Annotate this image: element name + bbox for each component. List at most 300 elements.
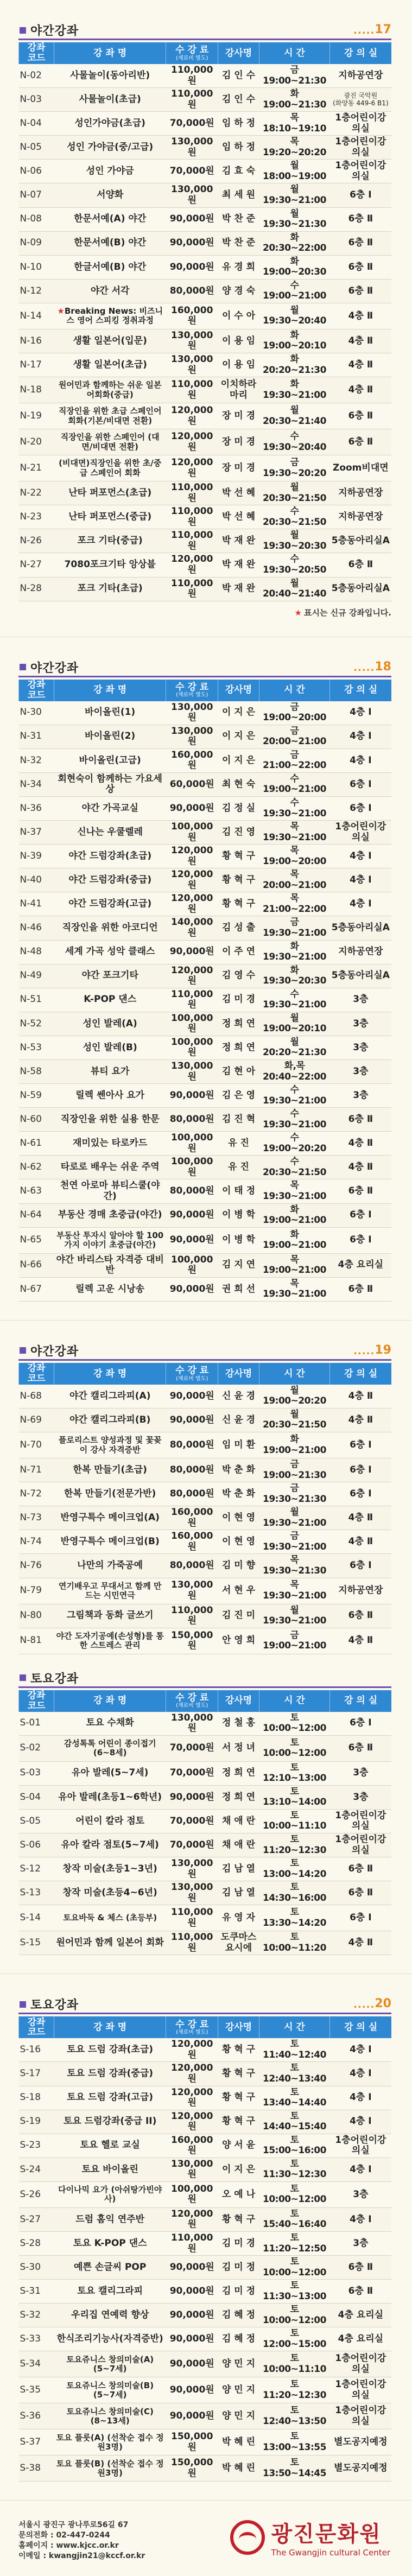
course-code: N-16 bbox=[19, 329, 54, 353]
course-time: 수20:30~21:50 bbox=[259, 505, 329, 529]
course-fee: 120,000원 bbox=[166, 455, 218, 481]
header-fee: 수 강 료 (재료비 별도) bbox=[166, 1363, 218, 1385]
course-time: 월20:40~21:40 bbox=[259, 577, 329, 601]
section-title: 토요강좌 bbox=[30, 1672, 79, 1686]
course-fee: 130,000원 bbox=[166, 1712, 218, 1736]
course-code: N-71 bbox=[19, 1458, 54, 1482]
table-row bbox=[19, 1530, 392, 1554]
section-header bbox=[18, 1996, 391, 2014]
course-name: 난타 퍼포먼스(초급) bbox=[54, 481, 166, 505]
course-instructor: 박 혜 린 bbox=[218, 2429, 259, 2456]
course-code: N-39 bbox=[19, 845, 54, 868]
course-code: S-18 bbox=[19, 2086, 54, 2110]
course-table bbox=[18, 1363, 391, 1654]
course-time: 수20:30~21:50 bbox=[259, 1156, 329, 1179]
table-row bbox=[19, 1012, 392, 1036]
course-fee: 70,000원 bbox=[166, 1809, 218, 1833]
table-row bbox=[19, 2158, 392, 2181]
table-row bbox=[19, 1084, 392, 1108]
course-name: 회현숙이 함께하는 가요세상 bbox=[54, 772, 166, 796]
course-room: 4층 Ⅱ bbox=[330, 329, 391, 353]
course-room: Zoom비대면 bbox=[330, 455, 391, 481]
course-name: 토요 드럼 강좌(초급) bbox=[54, 2038, 166, 2062]
table-row bbox=[19, 1156, 392, 1179]
course-room: 6층 Ⅱ bbox=[330, 429, 391, 455]
page-18 bbox=[0, 637, 412, 1320]
phone: 문의전화 : 02-447-0244 bbox=[18, 2531, 110, 2540]
course-instructor: 박 선 혜 bbox=[218, 505, 259, 529]
course-instructor: 정 희 연 bbox=[218, 1012, 259, 1036]
course-time: 월20:30~21:40 bbox=[259, 403, 329, 429]
header-code: 강좌 코드 bbox=[19, 42, 54, 64]
course-code: N-80 bbox=[19, 1604, 54, 1628]
course-instructor: 이 용 임 bbox=[218, 329, 259, 353]
course-code: S-06 bbox=[19, 1833, 54, 1857]
course-name: 나만의 가죽공예 bbox=[54, 1554, 166, 1578]
table-row bbox=[19, 1060, 392, 1084]
table-row bbox=[19, 1506, 392, 1530]
course-name: 바이올린(고급) bbox=[54, 748, 166, 772]
course-name: 바이올린(1) bbox=[54, 701, 166, 725]
header-name: 강 좌 명 bbox=[54, 680, 166, 701]
course-room: 4층 요리실 bbox=[330, 2327, 391, 2351]
course-time: 화19:00~21:00 bbox=[259, 1203, 329, 1227]
header-instructor: 강사명 bbox=[218, 1690, 259, 1712]
course-instructor: 이 태 정 bbox=[218, 1179, 259, 1203]
course-fee: 90,000원 bbox=[166, 2256, 218, 2280]
table-row bbox=[19, 868, 392, 892]
course-instructor: 서 현 우 bbox=[218, 1578, 259, 1604]
course-instructor: 채 애 란 bbox=[218, 1833, 259, 1857]
course-time: 토14:40~15:40 bbox=[259, 2110, 329, 2134]
table-row bbox=[19, 2232, 392, 2256]
header-fee: 수 강 료 (재료비 별도) bbox=[166, 2016, 218, 2038]
course-time: 토15:00~16:00 bbox=[259, 2134, 329, 2158]
course-time: 금19:30~21:00 bbox=[259, 1530, 329, 1554]
table-row bbox=[19, 1833, 392, 1857]
course-instructor: 김 미 정 bbox=[218, 2256, 259, 2280]
course-instructor: 신 윤 경 bbox=[218, 1408, 259, 1432]
table-row bbox=[19, 2181, 392, 2207]
table-row bbox=[19, 2256, 392, 2280]
course-name: 토요바둑 & 체스 (초등부) bbox=[54, 1905, 166, 1931]
course-instructor: 양 서 윤 bbox=[218, 2134, 259, 2158]
course-fee: 100,000원 bbox=[166, 1156, 218, 1179]
course-instructor: 최 현 숙 bbox=[218, 772, 259, 796]
course-code: N-63 bbox=[19, 1179, 54, 1203]
email-link[interactable]: 이메일 : kwangjin21@kccf.or.kr bbox=[18, 2552, 145, 2561]
course-instructor: 이 병 학 bbox=[218, 1203, 259, 1227]
new-star-icon: ★ bbox=[57, 306, 65, 316]
table-row bbox=[19, 845, 392, 868]
header-room: 강 의 실 bbox=[330, 1690, 391, 1712]
course-time: 토10:00~11:20 bbox=[259, 1931, 329, 1955]
course-time: 목19:00~20:00 bbox=[259, 845, 329, 868]
course-time: 토10:00~12:00 bbox=[259, 2304, 329, 2327]
course-room: 1층어린이강의실 bbox=[330, 160, 391, 183]
table-row bbox=[19, 2207, 392, 2231]
table-row bbox=[19, 279, 392, 303]
table-row bbox=[19, 1735, 392, 1761]
course-room: 6층 Ⅱ bbox=[330, 255, 391, 279]
course-name: (비대면)직장인을 위한 초/중급 스페인어 회화 bbox=[54, 455, 166, 481]
header-room: 강 의 실 bbox=[330, 1363, 391, 1385]
course-fee: 110,000원 bbox=[166, 1905, 218, 1931]
course-instructor: 김 인 수 bbox=[218, 64, 259, 88]
course-room: 6층 Ⅰ bbox=[330, 1203, 391, 1227]
course-fee: 90,000원 bbox=[166, 1084, 218, 1108]
course-fee: 120,000원 bbox=[166, 2038, 218, 2062]
table-row bbox=[19, 1628, 392, 1654]
course-fee: 110,000원 bbox=[166, 64, 218, 88]
course-instructor: 채 애 란 bbox=[218, 1809, 259, 1833]
table-row bbox=[19, 1881, 392, 1905]
course-name: 생활 일본어(입문) bbox=[54, 329, 166, 353]
course-code: S-34 bbox=[19, 2351, 54, 2377]
table-row bbox=[19, 1132, 392, 1156]
course-name: 플로리스트 양성과정 및 꽃꽂이 강사 자격증반 bbox=[54, 1432, 166, 1458]
course-code: N-73 bbox=[19, 1506, 54, 1530]
course-room: 6층 Ⅰ bbox=[330, 1482, 391, 1506]
course-code: S-04 bbox=[19, 1785, 54, 1809]
course-fee: 100,000원 bbox=[166, 2181, 218, 2207]
course-time: 목19:00~21:00 bbox=[259, 1253, 329, 1277]
course-instructor: 서 정 녀 bbox=[218, 1735, 259, 1761]
course-fee: 130,000원 bbox=[166, 329, 218, 353]
course-name: 창작 미술(초등1~3년) bbox=[54, 1857, 166, 1881]
course-fee: 130,000원 bbox=[166, 136, 218, 160]
course-room: 3층 bbox=[330, 988, 391, 1012]
course-fee: 90,000원 bbox=[166, 2403, 218, 2429]
course-code: N-52 bbox=[19, 1012, 54, 1036]
course-fee: 130,000원 bbox=[166, 725, 218, 748]
course-table bbox=[18, 680, 391, 1302]
course-name: 반영구특수 메이크업(B) bbox=[54, 1530, 166, 1554]
header-fee: 수 강 료 (재료비 별도) bbox=[166, 42, 218, 64]
table-row bbox=[19, 940, 392, 964]
course-instructor: 황 혁 구 bbox=[218, 892, 259, 916]
course-fee: 120,000원 bbox=[166, 553, 218, 577]
logo-korean-text: 광진문화원 bbox=[271, 2522, 382, 2547]
header-fee: 수 강 료 (재료비 별도) bbox=[166, 680, 218, 701]
course-name: 야간 캘리그라피(A) bbox=[54, 1385, 166, 1408]
table-row bbox=[19, 892, 392, 916]
course-code: N-19 bbox=[19, 403, 54, 429]
course-instructor: 박 혜 린 bbox=[218, 2456, 259, 2482]
course-instructor: 박 재 완 bbox=[218, 553, 259, 577]
course-name: 한문서예(A) 야간 bbox=[54, 207, 166, 231]
course-time: 금19:30~20:20 bbox=[259, 455, 329, 481]
course-code: N-37 bbox=[19, 821, 54, 845]
course-time: 토14:30~16:00 bbox=[259, 1881, 329, 1905]
course-name: 토요쥬니스 창의미술(B) (5~7세) bbox=[54, 2377, 166, 2403]
course-time: 금19:00~21:00 bbox=[259, 1628, 329, 1654]
course-time: 목20:00~21:00 bbox=[259, 868, 329, 892]
section-header bbox=[18, 22, 391, 40]
table-row bbox=[19, 88, 392, 112]
course-room: 1층어린이강의실 bbox=[330, 821, 391, 845]
table-row bbox=[19, 1385, 392, 1408]
course-name: 유아 발레(5~7세) bbox=[54, 1761, 166, 1785]
logo-mark-icon bbox=[230, 2520, 265, 2555]
course-fee: 90,000원 bbox=[166, 2304, 218, 2327]
course-fee: 110,000원 bbox=[166, 988, 218, 1012]
course-name: 한문서예(B) 야간 bbox=[54, 231, 166, 255]
course-fee: 150,000원 bbox=[166, 2429, 218, 2456]
course-time: 화20:30~22:00 bbox=[259, 231, 329, 255]
course-time: 목19:20~20:20 bbox=[259, 136, 329, 160]
course-instructor: 이 현 영 bbox=[218, 1506, 259, 1530]
header-room: 강 의 실 bbox=[330, 680, 391, 701]
course-fee: 160,000원 bbox=[166, 303, 218, 329]
table-row bbox=[19, 2062, 392, 2086]
course-room: 4층 Ⅱ bbox=[330, 1132, 391, 1156]
course-code: S-19 bbox=[19, 2110, 54, 2134]
table-row bbox=[19, 701, 392, 725]
course-fee: 90,000원 bbox=[166, 255, 218, 279]
course-room: 5층동아리실A bbox=[330, 916, 391, 940]
table-row bbox=[19, 1432, 392, 1458]
course-name: 사물놀이(동아리반) bbox=[54, 64, 166, 88]
course-code: S-37 bbox=[19, 2429, 54, 2456]
course-name: 한복 만들기(전문가반) bbox=[54, 1482, 166, 1506]
header-name: 강 좌 명 bbox=[54, 1363, 166, 1385]
course-name: 토요 헬로 교실 bbox=[54, 2134, 166, 2158]
course-code: S-12 bbox=[19, 1857, 54, 1881]
header-time: 시 간 bbox=[259, 42, 329, 64]
course-instructor: 김 미 향 bbox=[218, 1554, 259, 1578]
course-room: 6층 Ⅱ bbox=[330, 1179, 391, 1203]
course-name: 토요쥬니스 창의미술(A) (5~7세) bbox=[54, 2351, 166, 2377]
course-name: 성인 발레(A) bbox=[54, 1012, 166, 1036]
course-time: 수19:00~21:00 bbox=[259, 772, 329, 796]
course-fee: 80,000원 bbox=[166, 1108, 218, 1132]
header-square-icon bbox=[20, 664, 26, 670]
course-code: S-38 bbox=[19, 2456, 54, 2482]
header-square-icon bbox=[20, 1674, 26, 1681]
course-time: 화,목20:40~22:00 bbox=[259, 1060, 329, 1084]
header-room: 강 의 실 bbox=[330, 42, 391, 64]
course-room: 1층어린이강의실 bbox=[330, 136, 391, 160]
course-code: N-31 bbox=[19, 725, 54, 748]
course-fee: 90,000원 bbox=[166, 1203, 218, 1227]
course-code: N-60 bbox=[19, 1108, 54, 1132]
course-room: 6층 Ⅰ bbox=[330, 1432, 391, 1458]
course-fee: 130,000원 bbox=[166, 1881, 218, 1905]
course-code: N-41 bbox=[19, 892, 54, 916]
table-row bbox=[19, 183, 392, 207]
course-instructor: 유 경 희 bbox=[218, 255, 259, 279]
course-time: 토13:40~14:40 bbox=[259, 2086, 329, 2110]
course-name: 난타 퍼포먼스(중급) bbox=[54, 505, 166, 529]
course-instructor: 황 혁 구 bbox=[218, 2086, 259, 2110]
course-name: 성인가야금(초급) bbox=[54, 112, 166, 136]
course-instructor: 이 지 은 bbox=[218, 2158, 259, 2181]
course-time: 토11:30~13:00 bbox=[259, 2280, 329, 2304]
course-fee: 110,000원 bbox=[166, 88, 218, 112]
course-fee: 160,000원 bbox=[166, 748, 218, 772]
course-code: N-22 bbox=[19, 481, 54, 505]
page-20 bbox=[0, 1974, 412, 2500]
section-header bbox=[18, 659, 391, 677]
course-code: N-65 bbox=[19, 1227, 54, 1253]
course-fee: 60,000원 bbox=[166, 772, 218, 796]
course-room: 4층 Ⅱ bbox=[330, 1506, 391, 1530]
course-instructor: 김 진 영 bbox=[218, 821, 259, 845]
course-time: 월19:30~20:30 bbox=[259, 529, 329, 553]
course-name: 유아 칼라 점토(5~7세) bbox=[54, 1833, 166, 1857]
course-instructor: 김 정 실 bbox=[218, 796, 259, 820]
course-time: 금19:00~20:00 bbox=[259, 701, 329, 725]
course-code: N-17 bbox=[19, 353, 54, 377]
course-instructor: 황 혁 구 bbox=[218, 868, 259, 892]
course-time: 화19:00~21:00 bbox=[259, 1432, 329, 1458]
course-fee: 90,000원 bbox=[166, 1227, 218, 1253]
table-row bbox=[19, 1554, 392, 1578]
course-name: 야간 포크기타 bbox=[54, 964, 166, 988]
course-code: N-49 bbox=[19, 964, 54, 988]
course-code: S-28 bbox=[19, 2232, 54, 2256]
course-room: 6층 Ⅱ bbox=[330, 1604, 391, 1628]
course-fee: 80,000원 bbox=[166, 279, 218, 303]
course-instructor: 황 혁 구 bbox=[218, 2062, 259, 2086]
course-time: 목19:30~21:00 bbox=[259, 1179, 329, 1203]
course-room: 1층어린이강의실 bbox=[330, 2377, 391, 2403]
course-room: 1층어린이강의실 bbox=[330, 112, 391, 136]
course-instructor: 박 찬 준 bbox=[218, 207, 259, 231]
course-time: 목18:10~19:10 bbox=[259, 112, 329, 136]
header-square-icon bbox=[20, 27, 26, 34]
table-row bbox=[19, 725, 392, 748]
course-code: N-32 bbox=[19, 748, 54, 772]
course-room: 지하공연장 bbox=[330, 1578, 391, 1604]
new-course-note: ★ 표시는 신규 강좌입니다. bbox=[294, 607, 391, 618]
course-instructor: 김 진 미 bbox=[218, 1604, 259, 1628]
course-room: 6층 Ⅱ bbox=[330, 231, 391, 255]
course-name: 사물놀이(초급) bbox=[54, 88, 166, 112]
course-time: 목21:00~22:00 bbox=[259, 892, 329, 916]
course-code: N-02 bbox=[19, 64, 54, 88]
course-code: N-20 bbox=[19, 429, 54, 455]
course-instructor: 김 은 영 bbox=[218, 1084, 259, 1108]
course-room: 광진 국악원 (화양동 449-6 B1) bbox=[330, 88, 391, 112]
course-code: N-23 bbox=[19, 505, 54, 529]
course-name: 토요 K-POP 댄스 bbox=[54, 2232, 166, 2256]
course-instructor: 장 미 경 bbox=[218, 455, 259, 481]
course-name: 창작 미술(초등4~6년) bbox=[54, 1881, 166, 1905]
course-time: 토10:00~12:00 bbox=[259, 1735, 329, 1761]
course-name: 토요 수채화 bbox=[54, 1712, 166, 1736]
course-room: 별도공지예정 bbox=[330, 2429, 391, 2456]
course-code: S-35 bbox=[19, 2377, 54, 2403]
course-name: 야간 도자기공예(손성형)를 통한 스트레스 관리 bbox=[54, 1628, 166, 1654]
course-code: N-48 bbox=[19, 940, 54, 964]
course-fee: 110,000원 bbox=[166, 1604, 218, 1628]
table-row bbox=[19, 2280, 392, 2304]
course-instructor: 임 하 정 bbox=[218, 112, 259, 136]
course-time: 월19:30~21:00 bbox=[259, 1604, 329, 1628]
course-code: N-76 bbox=[19, 1554, 54, 1578]
course-room: 4층 요리실 bbox=[330, 1253, 391, 1277]
course-fee: 100,000원 bbox=[166, 1132, 218, 1156]
homepage-link[interactable]: 홈페이지 : www.kjcc.or.kr bbox=[18, 2541, 119, 2550]
course-fee: 140,000원 bbox=[166, 916, 218, 940]
course-name: 성인 발레(B) bbox=[54, 1036, 166, 1059]
section-title: 토요강좌 bbox=[30, 1998, 79, 2013]
course-instructor: 김 진 혁 bbox=[218, 1108, 259, 1132]
course-code: N-61 bbox=[19, 1132, 54, 1156]
course-name: 부동산 투자시 알아야 할 100가지 이야기 초중급(야간) bbox=[54, 1227, 166, 1253]
course-code: N-40 bbox=[19, 868, 54, 892]
course-fee: 120,000원 bbox=[166, 892, 218, 916]
header-name: 강 좌 명 bbox=[54, 1690, 166, 1712]
course-time: 토10:00~12:00 bbox=[259, 2181, 329, 2207]
header-fee: 수 강 료 (재료비 별도) bbox=[166, 1690, 218, 1712]
course-fee: 80,000원 bbox=[166, 1482, 218, 1506]
course-code: N-66 bbox=[19, 1253, 54, 1277]
course-room: 4층 Ⅰ bbox=[330, 2158, 391, 2181]
header-instructor: 강사명 bbox=[218, 1363, 259, 1385]
course-instructor: 김 미 경 bbox=[218, 988, 259, 1012]
table-row bbox=[19, 455, 392, 481]
course-fee: 70,000원 bbox=[166, 1761, 218, 1785]
table-row bbox=[19, 1809, 392, 1833]
course-fee: 130,000원 bbox=[166, 1060, 218, 1084]
page-number: ..... 19 bbox=[353, 1343, 391, 1357]
header-code: 강좌 코드 bbox=[19, 1690, 54, 1712]
course-name: 드럼 홈익 연주반 bbox=[54, 2207, 166, 2231]
course-room: 3층 bbox=[330, 2232, 391, 2256]
course-name: 직장인을 위한 초급 스페인어 회화(기본/비대면 전환) bbox=[54, 403, 166, 429]
course-time: 화20:20~21:30 bbox=[259, 353, 329, 377]
course-room: 6층 Ⅱ bbox=[330, 1277, 391, 1301]
course-time: 목19:30~21:00 bbox=[259, 1277, 329, 1301]
course-room: 4층 요리실 bbox=[330, 2304, 391, 2327]
course-name: 서양화 bbox=[54, 183, 166, 207]
course-table bbox=[18, 2016, 391, 2482]
course-fee: 100,000원 bbox=[166, 1012, 218, 1036]
header-instructor: 강사명 bbox=[218, 2016, 259, 2038]
course-room: 4층 Ⅱ bbox=[330, 1530, 391, 1554]
table-row bbox=[19, 1277, 392, 1301]
course-room: 3층 bbox=[330, 1012, 391, 1036]
course-room: 6층 Ⅱ bbox=[330, 1735, 391, 1761]
page-19 bbox=[0, 1320, 412, 1974]
table-row bbox=[19, 1578, 392, 1604]
course-fee: 160,000원 bbox=[166, 2134, 218, 2158]
course-room: 3층 bbox=[330, 1785, 391, 1809]
course-room: 지하공연장 bbox=[330, 940, 391, 964]
course-room: 4층 Ⅰ bbox=[330, 845, 391, 868]
course-code: N-81 bbox=[19, 1628, 54, 1654]
course-code: N-26 bbox=[19, 529, 54, 553]
course-instructor: 김 혜 정 bbox=[218, 2304, 259, 2327]
course-code: S-33 bbox=[19, 2327, 54, 2351]
course-code: S-05 bbox=[19, 1809, 54, 1833]
course-instructor: 안 영 희 bbox=[218, 1628, 259, 1654]
course-instructor: 유 진 bbox=[218, 1156, 259, 1179]
course-name: 야간 가곡교실 bbox=[54, 796, 166, 820]
course-name: 그림책과 동화 글쓰기 bbox=[54, 1604, 166, 1628]
course-time: 월19:30~21:30 bbox=[259, 207, 329, 231]
course-code: N-14 bbox=[19, 303, 54, 329]
table-row bbox=[19, 1905, 392, 1931]
course-name: 릴렉 고운 시낭송 bbox=[54, 1277, 166, 1301]
header-name: 강 좌 명 bbox=[54, 42, 166, 64]
course-name: 성인 가야금(중/고급) bbox=[54, 136, 166, 160]
course-room: 1층어린이강의실 bbox=[330, 2351, 391, 2377]
table-row bbox=[19, 1253, 392, 1277]
